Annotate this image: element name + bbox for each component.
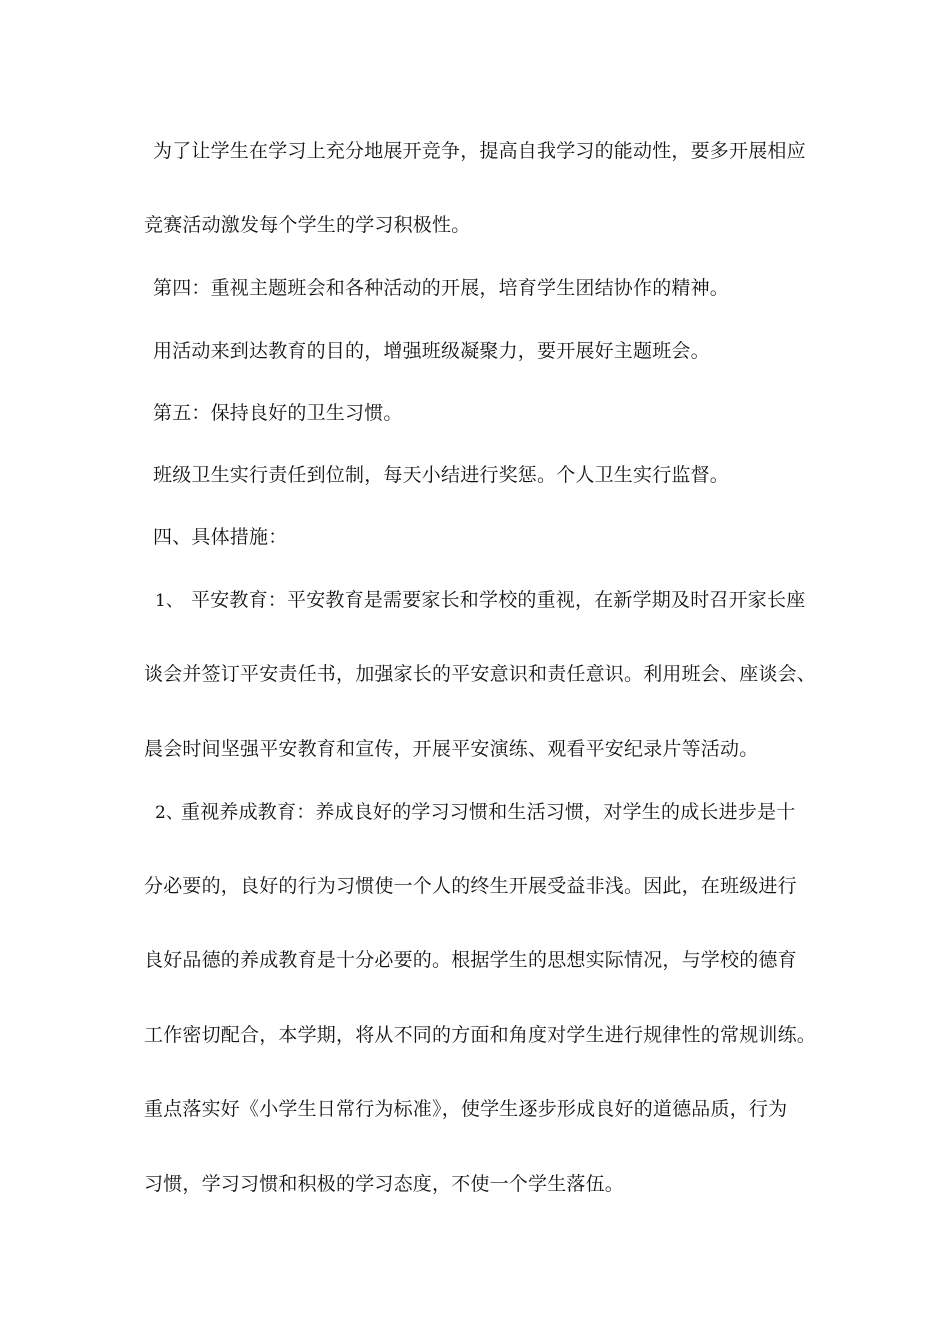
text-line: 用活动来到达教育的目的，增强班级凝聚力，要开展好主题班会。 <box>153 340 710 362</box>
text-line: 班级卫生实行责任到位制，每天小结进行奖惩。个人卫生实行监督。 <box>153 464 730 486</box>
list-number: 2、 <box>155 803 184 823</box>
text-line: 重点落实好《小学生日常行为标准》，使学生逐步形成良好的道德品质，行为 <box>144 1098 788 1120</box>
text-line: 分必要的，良好的行为习惯使一个人的终生开展受益非浅。因此，在班级进行 <box>144 875 797 897</box>
section-heading: 第五：保持良好的卫生习惯。 <box>153 402 403 424</box>
text-line: 工作密切配合，本学期，将从不同的方面和角度对学生进行规律性的常规训练。 <box>144 1024 817 1046</box>
text-line: 谈会并签订平安责任书，加强家长的平安意识和责任意识。利用班会、座谈会、 <box>144 663 817 685</box>
text-line: 平安教育：平安教育是需要家长和学校的重视，在新学期及时召开家长座 <box>191 589 806 611</box>
section-heading: 第四：重视主题班会和各种活动的开展，培育学生团结协作的精神。 <box>153 277 730 299</box>
text-line: 竞赛活动激发每个学生的学习积极性。 <box>144 214 471 236</box>
text-line: 良好品德的养成教育是十分必要的。根据学生的思想实际情况，与学校的德育 <box>144 949 797 971</box>
text-line: 晨会时间坚强平安教育和宣传，开展平安演练、观看平安纪录片等活动。 <box>144 738 759 760</box>
text-line: 习惯，学习习惯和积极的学习态度，不使一个学生落伍。 <box>144 1173 625 1195</box>
list-number: 1、 <box>155 591 184 611</box>
text-line: 重视养成教育：养成良好的学习习惯和生活习惯，对学生的成长进步是十 <box>181 801 796 823</box>
text-line: 为了让学生在学习上充分地展开竞争，提高自我学习的能动性，要多开展相应 <box>153 140 806 162</box>
section-heading: 四、具体措施： <box>153 526 288 548</box>
